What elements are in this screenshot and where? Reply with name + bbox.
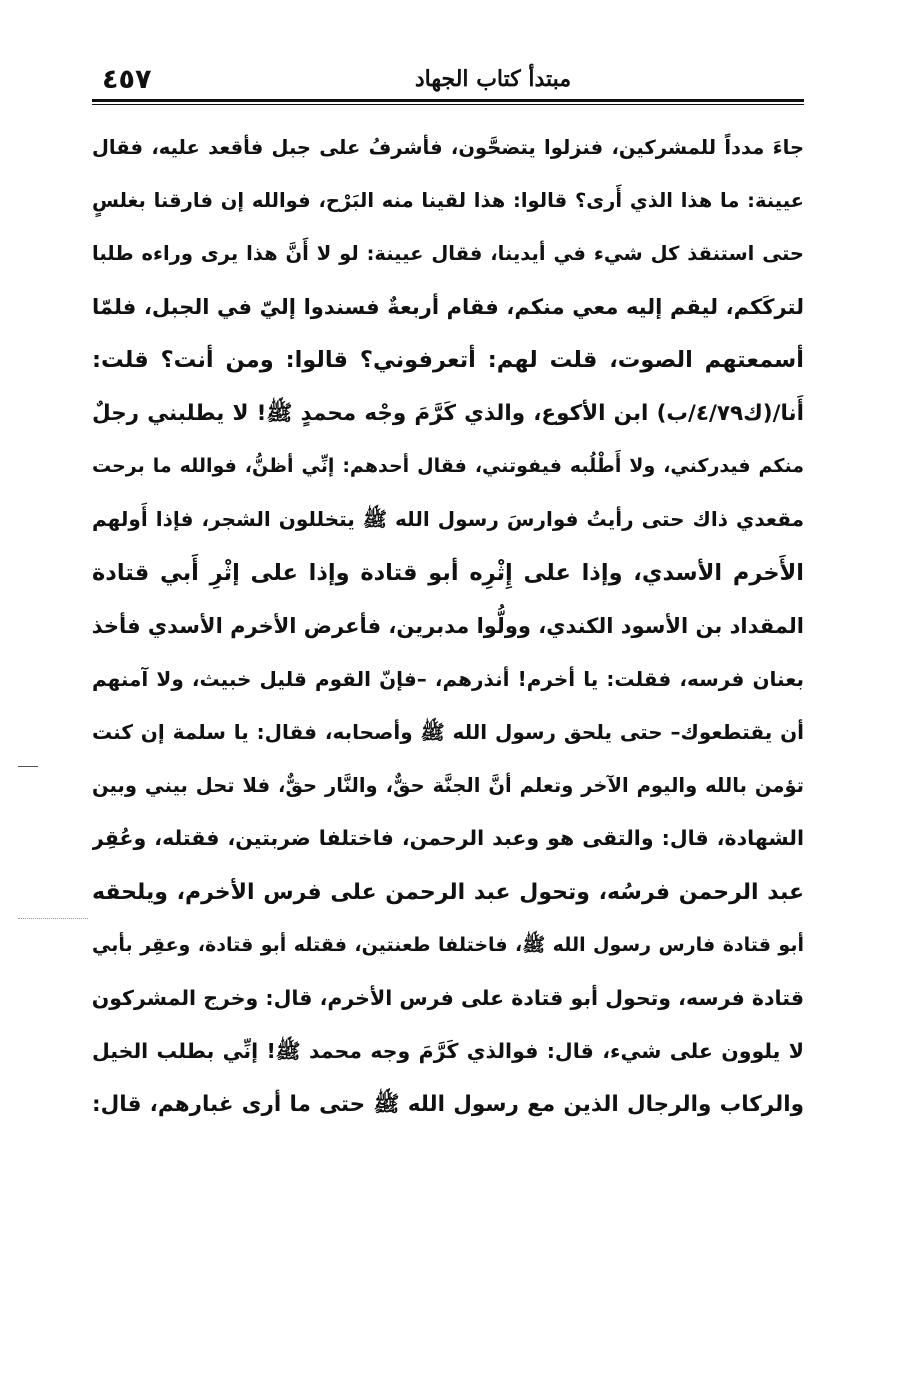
text-line: المقداد بن الأسود الكندي، وولُّوا مدبرين، فأعرض الأخرم الأسدي فأخذ [92,613,804,638]
scan-artifact [18,918,88,920]
text-line: عيينة: ما هذا الذي أَرى؟ قالوا: هذا لقينا منه البَرْح، فوالله إن فارقنا بغلسٍ [92,189,804,213]
body-text [92,121,804,1132]
text-line: منكم فيدركني، ولا أَطْلُبه فيفوتني، فقال أحدهم: إنِّي أظنُّ، فوالله ما برحت [92,455,804,478]
page-header [92,62,804,96]
text-line: مقعدي ذاك حتى رأيتُ فوارسَ رسول الله ﷺ يتخللون الشجر، فإذا أَولهم [92,507,804,532]
text-line: الشهادة، قال: والتقى هو وعبد الرحمن، فاختلفا ضربتين، فقتله، وعُقِر [92,826,804,851]
header-rule-thin [92,104,804,105]
text-line: بعنان فرسه، فقلت: يا أخرم! أنذرهم، –فإنّ القوم قليل خبيث، ولا آمنهم [92,666,804,691]
text-line: قتادة فرسه، وتحول أبو قتادة على فرس الأخرم، قال: وخرج المشركون [92,986,804,1010]
text-line: جاءَ مدداً للمشركين، فنزلوا يتضحَّون، فأشرفُ على جبل فأقعد عليه، فقال [92,136,804,159]
text-line: أَنا/(ك٤/٧٩/ب) ابن الأكوع، والذي كَرَّمَ وجْه محمدٍ ﷺ! لا يطلبني رجلٌ [92,400,804,426]
text-line: لا يلوون على شيء، قال: فوالذي كَرَّمَ وجه محمد ﷺ! إنِّي بطلب الخيل [92,1039,804,1064]
header-rule-thick [92,99,804,102]
text-line: الأَخرم الأسدي، وإذا على إِثْرِه أبو قتادة وإذا على إثْرِ أَبي قتادة [92,559,804,586]
text-line: حتى استنقذ كل شيء في أيدينا، فقال عيينة: لو لا أَنَّ هذا يرى وراءه طلبا [92,242,804,266]
page-number: ٤٥٧ [102,64,152,95]
text-line: والركاب والرجال الذين مع رسول الله ﷺ حتى ما أرى غبارهم، قال: [92,1092,804,1118]
running-title: مبتدأ كتاب الجهاد [414,66,572,92]
text-line: أسمعتهم الصوت، قلت لهم: أتعرفوني؟ قالوا: ومن أنت؟ قلت: [92,346,804,373]
text-line: أن يقتطعوك– حتى يلحق رسول الله ﷺ وأصحابه، فقال: يا سلمة إن كنت [92,720,804,745]
margin-mark [18,766,38,767]
text-line: لتركَكم، ليقم إليه معي منكم، فقام أربعةٌ فسندوا إليّ في الجبل، فلمّا [92,294,804,319]
text-line: عبد الرحمن فرسُه، وتحول عبد الرحمن على فرس الأخرم، ويلحقه [92,879,804,905]
text-line: تؤمن بالله واليوم الآخر وتعلم أنَّ الجنَّة حقٌّ، والنَّار حقٌّ، فلا تحل بيني وبين [92,774,804,798]
text-line: أبو قتادة فارس رسول الله ﷺ، فاختلفا طعنتين، فقتله أبو قتادة، وعقِر بأبي [92,933,804,956]
